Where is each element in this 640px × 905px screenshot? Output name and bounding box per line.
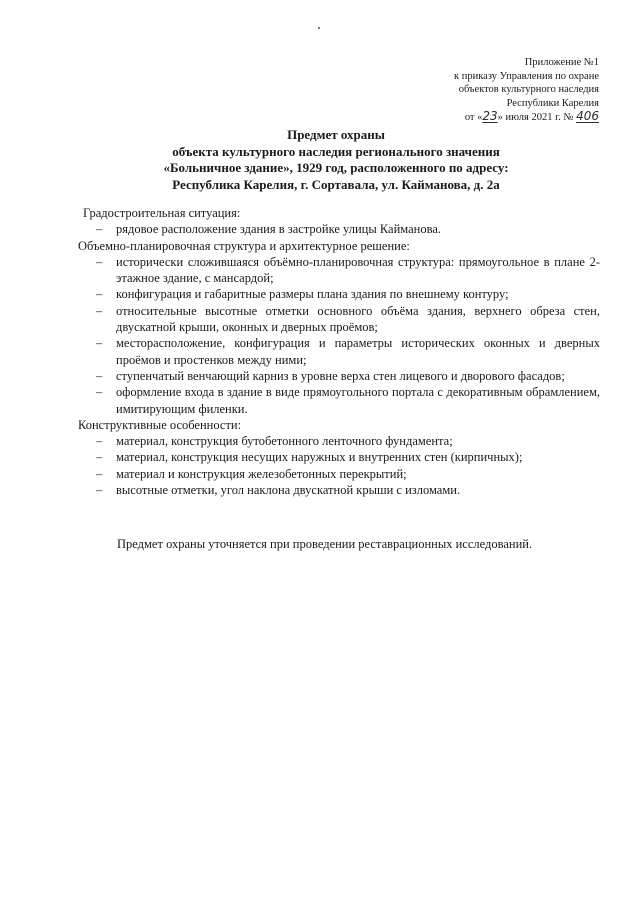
- appendix-date-line: [319, 110, 599, 125]
- dash-marker: –: [96, 450, 103, 465]
- date-prefix: от «: [464, 112, 483, 123]
- document-title: [100, 127, 572, 193]
- section-heading-urban-planning: Градостроительная ситуация:: [83, 206, 241, 220]
- list-item: [78, 433, 600, 449]
- list-item-text: высотные отметки, угол наклона двускатной крыши с изломами.: [116, 483, 461, 498]
- dash-marker: –: [96, 287, 103, 302]
- order-number-handwritten: 406: [576, 109, 599, 123]
- dash-marker: –: [96, 385, 103, 400]
- closing-note: Предмет охраны уточняется при проведении реставрационных исследований.: [117, 537, 533, 551]
- appendix-block: [319, 56, 599, 125]
- dash-marker: –: [96, 483, 103, 498]
- list-item-text: материал, конструкция бутобетонного ленточного фундамента;: [116, 434, 453, 449]
- list-item-text: ступенчатый венчающий карниз в уровне верха стен лицевого и дворового фасадов;: [116, 368, 565, 383]
- dash-marker: –: [96, 368, 103, 383]
- list-item-text: месторасположение, конфигурация и параметры исторических оконных и дверных проёмов и простенков между ними;: [116, 336, 600, 367]
- dash-marker: –: [96, 222, 103, 237]
- list-item-text: конфигурация и габаритные размеры плана здания по внешнему контуру;: [116, 287, 509, 302]
- date-mid: » июля 2021 г. №: [497, 112, 574, 123]
- list-item: [78, 482, 600, 498]
- appendix-line-2: к приказу Управления по охране: [454, 70, 599, 82]
- list-item: [78, 449, 600, 465]
- list-item: [78, 254, 600, 287]
- list-item-text: относительные высотные отметки основного объёма здания, верхнего обреза стен, двускатной крыши, оконных и дверных проёмов;: [116, 303, 600, 335]
- list-item: [78, 286, 600, 302]
- list-item: [78, 466, 600, 482]
- title-line-4: Республика Карелия, г. Сортавала, ул. Кайманова, д. 2а: [172, 176, 500, 192]
- dash-marker: –: [96, 466, 103, 481]
- list-item-text: исторически сложившаяся объёмно-планировочная структура: прямоугольное в плане 2-этажное здание, с мансардой;: [116, 254, 600, 286]
- section-heading-architecture: Объемно-планировочная структура и архитектурное решение:: [78, 238, 410, 253]
- appendix-line-1: Приложение №1: [524, 57, 599, 68]
- title-line-3: «Больничное здание», 1929 год, расположенного по адресу:: [163, 160, 509, 175]
- dash-marker: –: [96, 434, 103, 449]
- dash-marker: –: [96, 336, 103, 351]
- list-item: [78, 303, 600, 336]
- list-item-text: материал и конструкция железобетонных перекрытий;: [116, 466, 407, 481]
- appendix-line-3: объектов культурного наследия: [458, 84, 599, 95]
- date-day-handwritten: 23: [482, 109, 498, 123]
- list-item: [78, 221, 600, 237]
- section-list-urban-planning: [78, 221, 600, 237]
- title-line-2: объекта культурного наследия регионального значения: [172, 143, 500, 159]
- title-line-1: Предмет охраны: [287, 127, 385, 142]
- section-list-construction: [78, 433, 600, 498]
- list-item-text: рядовое расположение здания в застройке улицы Кайманова.: [116, 222, 442, 237]
- dash-marker: –: [96, 254, 103, 269]
- document-body: [78, 205, 600, 498]
- scan-speck: [318, 27, 320, 29]
- list-item-text: оформление входа в здание в виде прямоугольного портала с декоративным обрамлением, имитирующим филенки.: [116, 385, 600, 416]
- section-heading-construction: Конструктивные особенности:: [78, 417, 242, 432]
- list-item: [78, 335, 600, 368]
- list-item: [78, 368, 600, 384]
- dash-marker: –: [96, 303, 103, 318]
- list-item: [78, 384, 600, 417]
- section-list-architecture: [78, 254, 600, 417]
- appendix-line-4: Республики Карелия: [506, 97, 599, 109]
- list-item-text: материал, конструкция несущих наружных и внутренних стен (кирпичных);: [116, 450, 523, 465]
